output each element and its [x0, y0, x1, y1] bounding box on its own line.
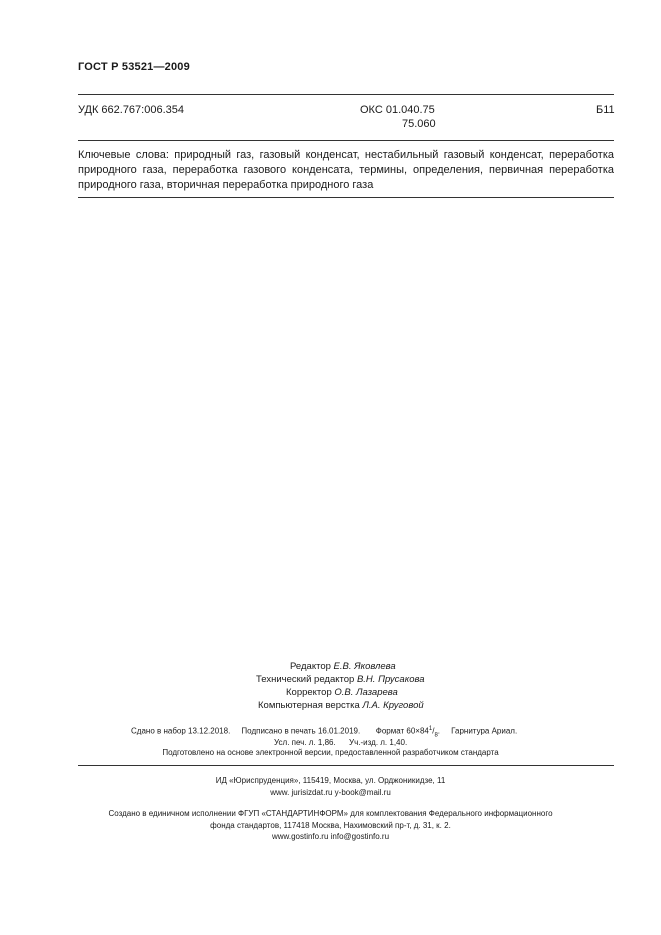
- publisher-divider: [78, 765, 614, 766]
- print-info-line1: Сдано в набор 13.12.2018. Подписано в печать 16.01.2019. Формат $60\times 84^1/_8$. Гарнитура Ариал.: [131, 726, 518, 739]
- credit-corrector: [286, 687, 398, 698]
- footer-line2: фонда стандартов, 117418 Москва, Нахимовский пр-т, д. 31, к. 2.: [210, 821, 451, 830]
- classification-divider: [78, 140, 614, 141]
- credit-role: Технический редактор: [256, 674, 355, 685]
- credit-role: Редактор: [290, 661, 331, 672]
- publisher-contacts: www. jurisizdat.ru y-book@mail.ru: [270, 788, 391, 797]
- credit-name: Л.А. Круговой: [362, 700, 424, 711]
- udk-code: УДК 662.767:006.354: [78, 104, 184, 116]
- keywords-paragraph: Ключевые слова: природный газ, газовый конденсат, нестабильный газовый конденсат, переработка природного газа, переработка газового конденсата, термины, определения, первичная переработка природного газа, вторичная переработка природного газа: [78, 149, 614, 191]
- oks-code-2: 75.060: [402, 118, 436, 130]
- format-frac-den: 8: [434, 732, 438, 739]
- publisher-address: ИД «Юриспруденция», 115419, Москва, ул. Орджоникидзе, 11: [215, 776, 446, 785]
- signed-date: Подписано в печать 16.01.2019.: [241, 726, 361, 736]
- credit-name: В.Н. Прусакова: [356, 674, 425, 685]
- submitted-date: Сдано в набор 13.12.2018.: [131, 726, 231, 736]
- credit-role: Корректор: [286, 687, 332, 698]
- keywords-divider: [78, 197, 614, 198]
- format-frac-num: 1: [428, 726, 433, 732]
- credit-tech-editor: [256, 674, 425, 685]
- footer-line3: www.gostinfo.ru info@gostinfo.ru: [271, 832, 390, 841]
- prepared-note: Подготовлено на основе электронной версии, предоставленной разработчиком стандарта: [162, 748, 499, 757]
- credit-name: Е.В. Яковлева: [333, 661, 396, 672]
- top-divider: [78, 94, 614, 95]
- print-info-line2: [274, 738, 407, 747]
- pub-sheets: Уч.-изд. л. 1,40.: [349, 738, 408, 747]
- oks-code-1: ОКС 01.040.75: [360, 104, 435, 116]
- credit-name: О.В. Лазарева: [334, 687, 398, 698]
- credit-editor: [290, 661, 396, 672]
- font-info: Гарнитура Ариал.: [451, 726, 518, 736]
- classification-code: Б11: [596, 104, 615, 116]
- credit-role: Компьютерная верстка: [258, 700, 360, 711]
- print-sheets: Усл. печ. л. 1,86.: [274, 738, 336, 747]
- standard-number: ГОСТ Р 53521—2009: [78, 61, 190, 73]
- footer-line1: Создано в единичном исполнении ФГУП «СТАНДАРТИНФОРМ» для комплектования Федерального информационного: [108, 809, 553, 818]
- credit-layout: [258, 700, 424, 711]
- format-label: Формат 60×84: [375, 726, 429, 736]
